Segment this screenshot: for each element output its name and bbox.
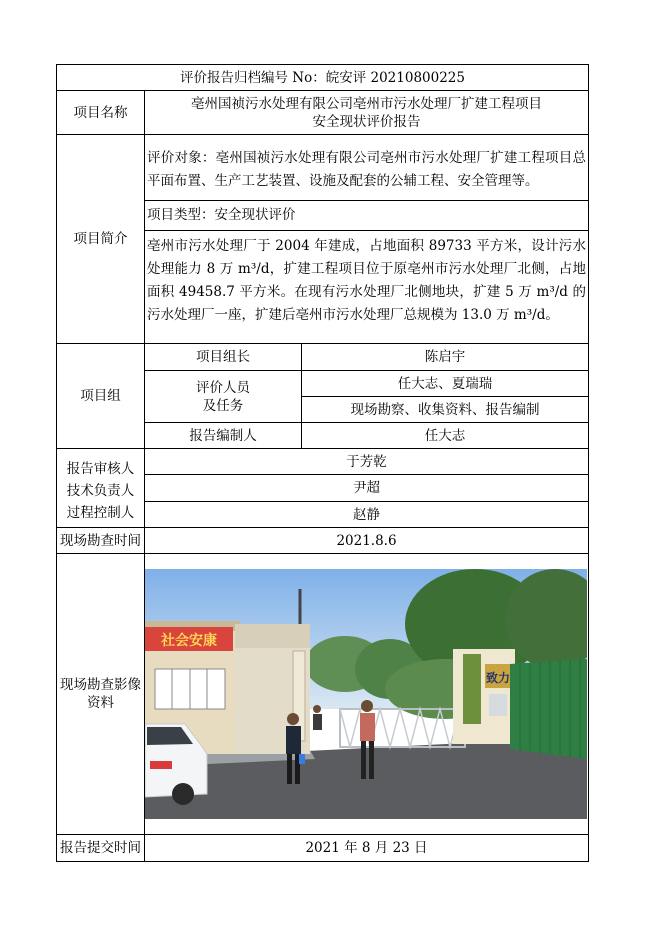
survey-time-label: 现场勘查时间 xyxy=(56,527,145,554)
process-control-label: 过程控制人 xyxy=(66,505,135,521)
project-team-label: 项目组 xyxy=(56,343,145,449)
evaluators-label-line1: 评价人员 xyxy=(196,379,250,396)
project-intro-label: 项目简介 xyxy=(56,134,145,344)
team-leader-value: 陈启宇 xyxy=(301,343,589,371)
survey-image-label-line1: 现场勘查影像 xyxy=(60,677,141,693)
project-name-line2: 安全现状评价报告 xyxy=(312,113,421,130)
site-photo xyxy=(145,569,587,819)
team-leader-label: 项目组长 xyxy=(144,343,302,371)
evaluator-tasks: 现场勘察、收集资料、报告编制 xyxy=(301,396,589,423)
person-distant xyxy=(313,705,322,730)
review-roles-label xyxy=(56,448,145,528)
evaluators-value: 任大志、夏瑞瑞 xyxy=(301,370,589,397)
survey-time-value: 2021.8.6 xyxy=(144,527,589,554)
archive-number: 评价报告归档编号 No：皖安评 20210800225 xyxy=(56,64,589,91)
evaluators-label xyxy=(144,370,302,423)
process-control-value: 赵静 xyxy=(144,501,589,528)
tech-lead-label: 技术负责人 xyxy=(66,483,135,499)
compiler-value: 任大志 xyxy=(301,422,589,449)
tech-lead-value: 尹超 xyxy=(144,474,589,502)
reviewer-value: 于芳乾 xyxy=(144,448,589,475)
reviewer-label: 报告审核人 xyxy=(66,461,135,477)
submission-time-value: 2021 年 8 月 23 日 xyxy=(144,834,589,862)
evaluation-object: 评价对象：亳州国祯污水处理有限公司亳州市污水处理厂扩建工程项目总平面布置、生产工艺装置、设施及配套的公辅工程、安全管理等。 xyxy=(144,134,589,201)
survey-image-label xyxy=(56,553,145,835)
banner-text: 社会安康 xyxy=(161,633,217,649)
project-name-label: 项目名称 xyxy=(56,90,145,135)
survey-image-label-line2: 资料 xyxy=(87,695,114,711)
compiler-label: 报告编制人 xyxy=(144,422,302,449)
project-type: 项目类型：安全现状评价 xyxy=(144,200,589,231)
evaluators-label-line2: 及任务 xyxy=(202,397,244,414)
site-photo-illustration xyxy=(145,569,587,819)
submission-time-label: 报告提交时间 xyxy=(56,834,145,862)
green-fence xyxy=(510,659,587,759)
project-name-value xyxy=(144,90,589,135)
sign-text: 致力 xyxy=(485,671,511,685)
project-description: 亳州市污水处理厂于 2004 年建成，占地面积 89733 平方米，设计污水处理能力 8 万 m³/d，扩建工程项目位于原亳州市污水处理厂北侧，占地面积 49458.7 平方米。在现有污水处理厂北侧地块，扩建 5 万 m³/d 的污水处理厂一座，扩建后亳州市污水处理厂总规模为 13.0 万 m³/d。 xyxy=(144,230,589,344)
project-name-line1: 亳州国祯污水处理有限公司亳州市污水处理厂扩建工程项目 xyxy=(191,95,542,112)
